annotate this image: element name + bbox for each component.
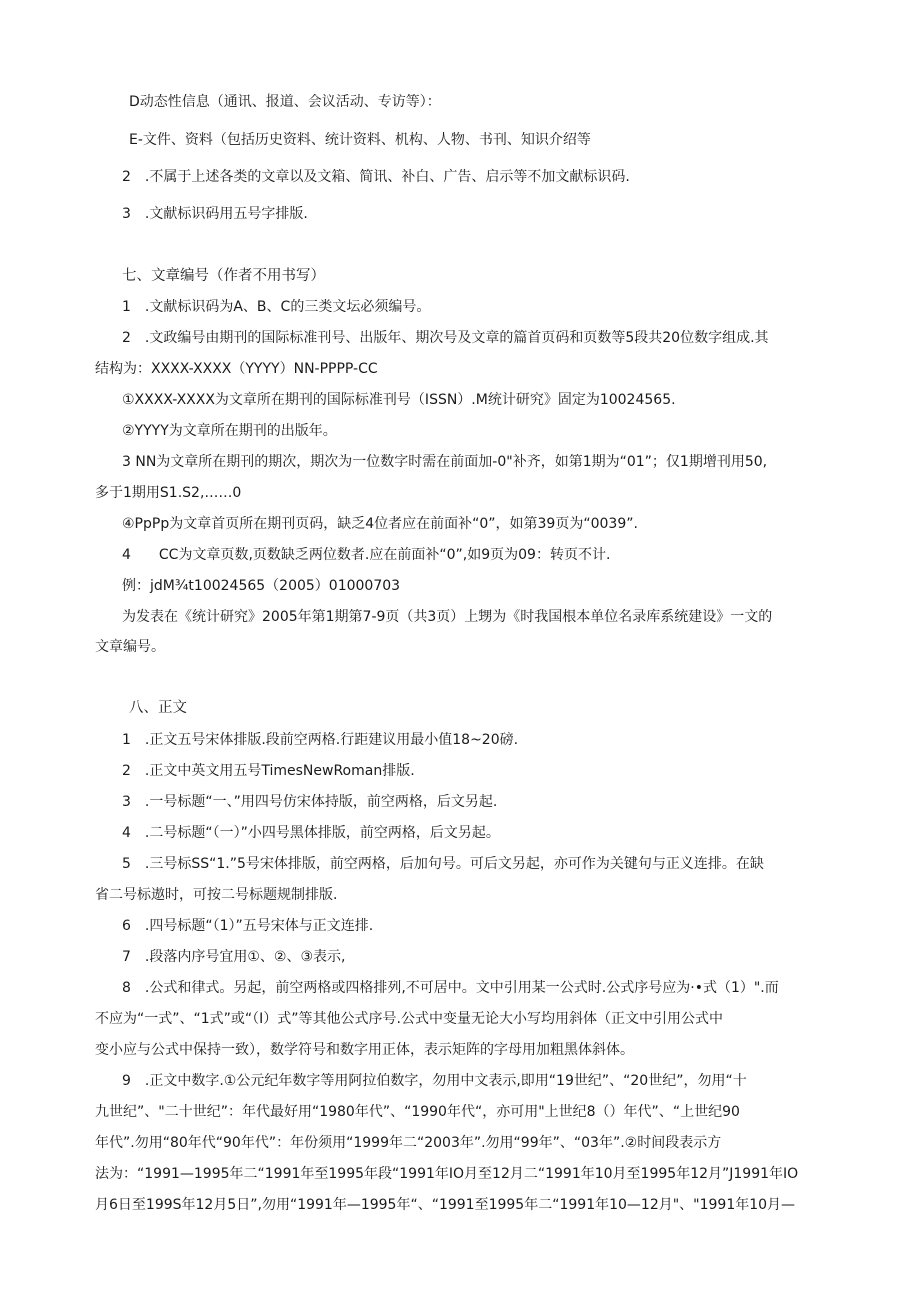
section-heading: 八、正文 <box>129 700 187 716</box>
text-line: 3 NN为文章所在期刊的期次，期次为一位数字时需在前面加-0"补齐，如第1期为“01”；仅1期增刊用50, <box>122 454 768 470</box>
text-line: 多于1期用S1.S2,……0 <box>95 485 242 501</box>
text-line: 6 .四号标题“（1）”五号宋体与正文连排. <box>122 918 374 934</box>
text-line: 3 .文献标识码用五号字排版. <box>122 206 308 222</box>
text-line: 文章编号。 <box>95 639 165 655</box>
text-line: ④PpPp为文章首页所在期刊页码，缺乏4位者应在前面补“0”，如第39页为“0039”. <box>122 516 638 532</box>
text-line: 变小应与公式中保持一致），数学符号和数字用正体，表示矩阵的字母用加粗黑体斜体。 <box>95 1042 634 1058</box>
text-line: 7 .段落内序号宜用①、②、③表示, <box>122 949 346 965</box>
text-line: 2 .不属于上述各类的文章以及文箱、简讯、补白、广告、启示等不加文献标识码. <box>122 169 630 185</box>
text-line: 4 CC为文章页数,页数缺乏两位数者.应在前面补“0”,如9页为09：转页不计. <box>122 547 611 563</box>
text-line: 为发表在《统计研究》2005年第1期第7-9页（共3页）上甥为《时我国根本单位名录库系统建设》一文的 <box>122 609 773 625</box>
text-line: ②YYYY为文章所在期刊的出版年。 <box>122 423 337 439</box>
text-line: 2 .文政编号由期刊的国际标准刊号、出版年、期次号及文章的篇首页码和页数等5段共20位数字组成.其 <box>122 330 769 346</box>
text-line: 8 .公式和律式。另起，前空两格或四格排列,不可居中。文中引用某一公式时.公式序号应为·•式（1）".而 <box>122 980 779 996</box>
text-line: 1 .文献标识码为A、B、C的三类文坛必须编号。 <box>122 299 431 315</box>
text-line: 不应为“一式”、“1式”或“（I）式”等其他公式序号.公式中变量无论大小写均用斜体（正文中引用公式中 <box>95 1011 724 1027</box>
text-line: 1 .正文五号宋体排版.段前空两格.行距建议用最小值18~20磅. <box>122 732 519 748</box>
text-line: 年代”.勿用“80年代“90年代”：年份须用“1999年二“2003年”.勿用“99年”、“03年”.②时间段表示方 <box>95 1135 722 1151</box>
text-line: D动态性信息（通讯、报道、会议活动、专访等）： <box>129 94 441 110</box>
text-line: 九世纪”、"二十世纪”：年代最好用“1980年代”、“1990年代“，亦可用"上世纪8（）年代”、“上世纪90 <box>95 1104 740 1120</box>
text-line: 省二号标遨时，可按二号标题规制排版. <box>95 887 338 903</box>
text-line: 3 .一号标题“一、”用四号仿宋体持版，前空两格，后文另起. <box>122 794 498 810</box>
text-line: 2 .正文中英文用五号TimesNewRoman排版. <box>122 763 415 779</box>
section-heading: 七、文章编号（作者不用书写） <box>122 268 325 284</box>
text-line: 结构为：XXXX-XXXX（YYYY）NN-PPPP-CC <box>95 361 378 377</box>
text-line: 法为：“1991—1995年二“1991年至1995年段“1991年IO月至12月二“1991年10月至1995年12月”J1991年IO <box>95 1166 799 1182</box>
text-line: 月6日至199S年12月5日”,勿用“1991年—1995年“、“1991至1995年二“1991年10—12月"、"1991年10月— <box>95 1197 796 1213</box>
text-line: E-文件、资料（包括历史资料、统计资料、机构、人物、书刊、知识介绍等 <box>129 132 591 148</box>
text-line: 5 .三号标SS“1.”5号宋体排版，前空两格，后加句号。可后文另起，亦可作为关键句与正义连排。在缺 <box>122 856 764 872</box>
text-line: 4 .二号标题“（一）”小四号黑体排版，前空两格，后文另起。 <box>122 825 500 841</box>
text-line: 例：jdM¾t10024565（2005）01000703 <box>122 578 401 594</box>
text-line: ①XXXX-XXXX为文章所在期刊的国际标准刊号（ISSN）.M统计研究》固定为10024565. <box>122 392 676 408</box>
text-line: 9 .正文中数字.①公元纪年数字等用阿拉伯数字，勿用中文表示,即用“19世纪”、“20世纪”，勿用“十 <box>122 1073 747 1089</box>
